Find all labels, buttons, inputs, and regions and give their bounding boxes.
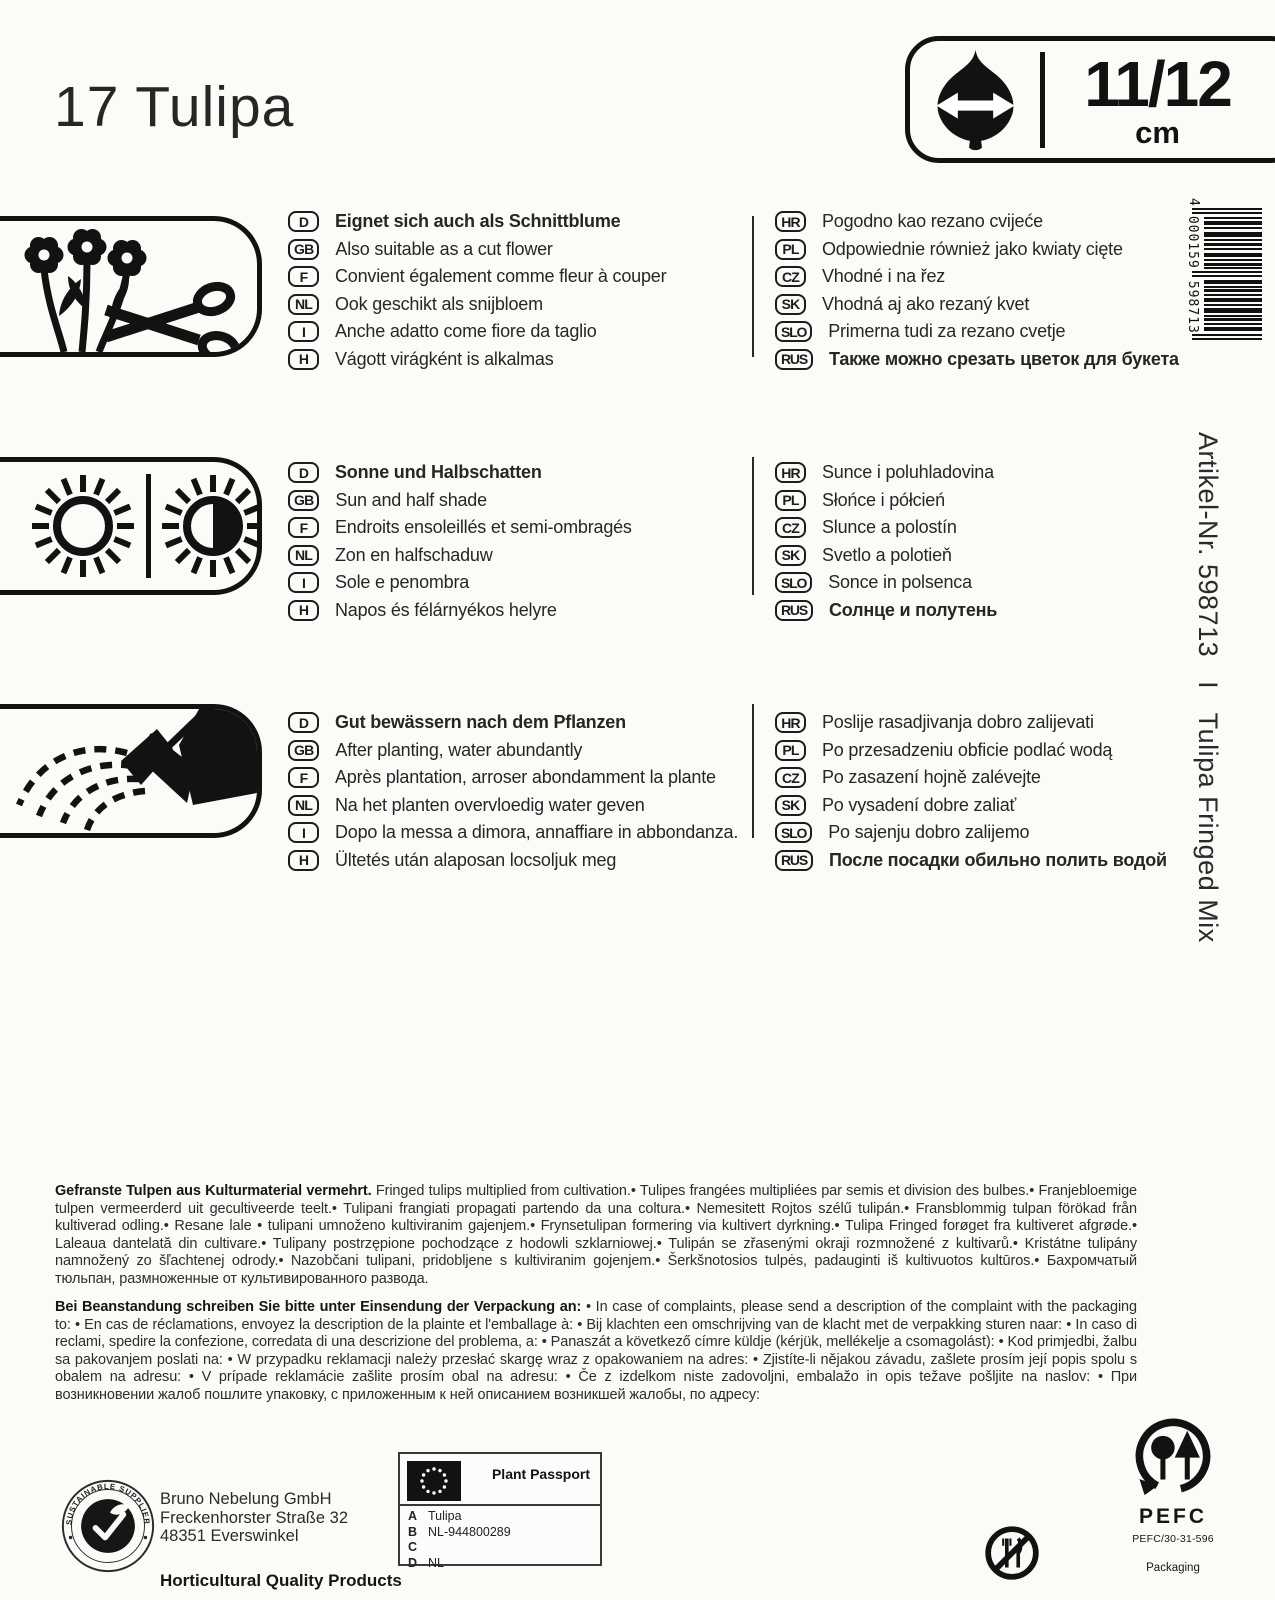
lang-badge: H: [288, 349, 319, 370]
pefc-logo-icon: [1131, 1414, 1215, 1498]
plant-passport-title: Plant Passport: [491, 1466, 590, 1482]
lang-row: PL Po przesadzeniu obficie podlać wodą: [775, 740, 1175, 762]
passport-row: B NL-944800289: [408, 1524, 511, 1539]
lang-row: F Après plantation, arroser abondamment la plante: [288, 767, 733, 789]
lang-badge: D: [288, 211, 319, 232]
section-sun-left: [288, 462, 733, 627]
lang-row: I Dopo la messa a dimora, annaffiare in abbondanza.: [288, 822, 733, 844]
pefc-name: PEFC: [1138, 1505, 1207, 1528]
lang-badge: F: [288, 767, 319, 788]
lang-badge: HR: [775, 712, 806, 733]
lang-badge: RUS: [775, 349, 813, 370]
article-number-vertical-text: Artikel-Nr. 598713 I Tulipa Fringed Mix: [1193, 432, 1223, 943]
svg-text:SUSTAINABLE SUPPLIER: SUSTAINABLE SUPPLIER: [64, 1481, 152, 1526]
pefc-packaging-label: Packaging: [1146, 1562, 1200, 1574]
lang-badge: SLO: [775, 572, 812, 593]
company-city: 48351 Everswinkel: [160, 1527, 299, 1545]
company-tagline: Horticultural Quality Products: [160, 1571, 402, 1590]
lang-row: RUS Также можно срезать цветок для букета: [775, 349, 1175, 371]
company-name: Bruno Nebelung GmbH: [160, 1490, 332, 1508]
lang-row: SLO Primerna tudi za rezano cvetje: [775, 321, 1175, 343]
lang-badge: RUS: [775, 850, 813, 871]
lang-row: H Vágott virágként is alkalmas: [288, 349, 733, 371]
lang-badge: HR: [775, 462, 806, 483]
lang-row: CZ Po zasazení hojně zalévejte: [775, 767, 1175, 789]
lang-row: RUS Солнце и полутень: [775, 600, 1175, 622]
lang-badge: SK: [775, 795, 806, 816]
lang-badge: CZ: [775, 266, 806, 287]
passport-row: A Tulipa: [408, 1509, 462, 1523]
lang-row: SLO Po sajenju dobro zalijemo: [775, 822, 1175, 844]
barcode-bars: [1192, 208, 1262, 340]
bulb-size-unit: cm: [1135, 114, 1180, 150]
lang-row: HR Sunce i poluhladovina: [775, 462, 1175, 484]
plant-passport-divider: [400, 1504, 600, 1506]
lang-row: H Napos és félárnyékos helyre: [288, 600, 733, 622]
lang-row: D Gut bewässern nach dem Pflanzen: [288, 712, 733, 734]
lang-row: RUS После посадки обильно полить водой: [775, 850, 1175, 872]
complaints-paragraph: Bei Beanstandung schreiben Sie bitte unter Einsendung der Verpackung an: • In case of complaints, please send a description of the complaint with the packaging to: • En cas de réclamations, envoyez la description de la plainte et l'emballage à: • Bij klachten een omschrijving van de klacht met de verpakking sturen naar: • In caso di reclami, spedire la confezione, corredata di una descrizione del problema, a: • Panaszát a következő címre küldje (kérjük, mellékelje a csomagolást): • Kod primjedbi, žalbu sa pakovanjem poslati na: • W przypadku reklamacji należy przesłać skargę wraz z opakowaniem na adres: • Zjistíte-li nějakou závadu, zašlete prosím její popis spolu s obalem na adresu: • V prípade reklamácie zašlite prosím obal na adresu: • Če z izdelkom niste zadovoljni, embalažo in opis težave pošljite na naslov: • При возникновении жалоб пошлите упаковку, с приложенным к ней описанием возникшей жалобы, по адресу:: [55, 1299, 1137, 1403]
lang-badge: CZ: [775, 517, 806, 538]
lang-row: SK Po vysadení dobre zaliať: [775, 795, 1175, 817]
lang-badge: I: [288, 822, 319, 843]
lang-badge: SK: [775, 545, 806, 566]
lang-badge: D: [288, 712, 319, 733]
section-cut-flower-right: [775, 211, 1179, 376]
lang-badge: SK: [775, 294, 806, 315]
lang-row: F Endroits ensoleillés et semi-ombragés: [288, 517, 733, 539]
lang-row: D Sonne und Halbschatten: [288, 462, 733, 484]
lang-badge: PL: [775, 239, 806, 260]
pefc-certification: [1112, 1414, 1234, 1574]
lang-badge: CZ: [775, 767, 806, 788]
lang-row: F Convient également comme fleur à couper: [288, 266, 733, 288]
lang-row: HR Poslije rasadjivanja dobro zalijevati: [775, 712, 1175, 734]
not-edible-icon: [983, 1524, 1041, 1582]
lang-badge: F: [288, 517, 319, 538]
ean-barcode: [1186, 198, 1275, 348]
lang-row: SK Svetlo a polotieň: [775, 545, 1175, 567]
barcode-digits-group2: 598713: [1185, 280, 1200, 334]
lang-row: SLO Sonce in polsenca: [775, 572, 1175, 594]
lang-row: NL Na het planten overvloedig water geven: [288, 795, 733, 817]
section-watering-right: [775, 712, 1175, 877]
column-divider: [752, 704, 754, 838]
sun-half-shade-icon: [0, 457, 262, 595]
sustainable-supplier-badge-icon: [60, 1478, 156, 1574]
cultivation-paragraph: Gefranste Tulpen aus Kulturmaterial vermehrt. Fringed tulips multiplied from cultivation.• Tulipes frangées multipliées par semis et division des bulbes.• Franjebloemige tulpen vermeerderd uit gecultiveerde teelt.• Tulipani frangiati propagati partendo da una coltura.• Nemesitett Rojtos szélű tulipán.• Fransblommig tulpan förökad från kultiverad odling.• Resane lale • tulipani umnoženo kultiviranim gajenjem.• Frynsetulipan formering via kultivert dyrkning.• Tulipa Fringed forøget fra kultiveret afgrøde.• Laleaua dantelată din cultivare.• Tulipany postrzępione pochodzące z hodowli szklarniowej.• Tulipán se zřasenými okraji rozmnožené z kultivarů.• Kristátne tulipány namnožený zo šľachtenej odrody.• Nazobčani tulipani, pridobljene s kultiviranim gojenjem.• Šerkšnotosios tulpės, padauginti iš kultivuotos kultūros.• Бахромчатый тюльпан, размноженные от культивированного развода.: [55, 1183, 1137, 1287]
lang-row: GB After planting, water abundantly: [288, 740, 733, 762]
paragraph-lead: Bei Beanstandung schreiben Sie bitte unter Einsendung der Verpackung an:: [55, 1299, 582, 1315]
lang-badge: GB: [288, 239, 319, 260]
lang-row: CZ Slunce a polostín: [775, 517, 1175, 539]
lang-row: NL Zon en halfschaduw: [288, 545, 733, 567]
product-title: 17 Tulipa: [54, 75, 295, 139]
passport-row: D NL: [408, 1555, 444, 1570]
lang-badge: NL: [288, 294, 319, 315]
column-divider: [752, 457, 754, 595]
company-address: [160, 1490, 348, 1546]
bulb-size-badge: [905, 36, 1275, 163]
lang-badge: H: [288, 600, 319, 621]
lang-row: GB Also suitable as a cut flower: [288, 239, 733, 261]
lang-badge: SLO: [775, 822, 812, 843]
barcode-prefix-digit: 4: [1186, 198, 1201, 206]
lang-row: GB Sun and half shade: [288, 490, 733, 512]
lang-badge: NL: [288, 795, 319, 816]
barcode-digits-group1: 000159: [1185, 215, 1200, 269]
lang-badge: NL: [288, 545, 319, 566]
lang-row: CZ Vhodné i na řez: [775, 266, 1175, 288]
lang-badge: RUS: [775, 600, 813, 621]
plant-passport-box: [398, 1452, 602, 1570]
company-street: Freckenhorster Straße 32: [160, 1508, 348, 1527]
cut-flower-icon: [0, 216, 262, 357]
lang-row: D Eignet sich auch als Schnittblume: [288, 211, 733, 233]
lang-badge: GB: [288, 490, 319, 511]
lang-row: H Ültetés után alaposan locsoljuk meg: [288, 850, 733, 872]
lang-row: PL Słońce i półcień: [775, 490, 1175, 512]
lang-row: I Anche adatto come fiore da taglio: [288, 321, 733, 343]
bulb-size-icon: [910, 48, 1040, 152]
lang-badge: D: [288, 462, 319, 483]
paragraph-lead: Gefranste Tulpen aus Kulturmaterial vermehrt.: [55, 1183, 372, 1199]
lang-row: HR Pogodno kao rezano cvijeće: [775, 211, 1175, 233]
lang-row: SK Vhodná aj ako rezaný kvet: [775, 294, 1175, 316]
section-sun-right: [775, 462, 1175, 627]
column-divider: [752, 216, 754, 357]
passport-row: C: [408, 1540, 418, 1554]
section-watering-left: [288, 712, 739, 877]
bulb-size-value: 11/12: [1084, 47, 1231, 120]
pefc-code: PEFC/30-31-596: [1132, 1533, 1214, 1545]
lang-badge: PL: [775, 740, 806, 761]
lang-badge: PL: [775, 490, 806, 511]
lang-badge: F: [288, 266, 319, 287]
lang-badge: I: [288, 321, 319, 342]
watering-can-icon: [0, 704, 262, 838]
lang-row: NL Ook geschikt als snijbloem: [288, 294, 733, 316]
lang-row: I Sole e penombra: [288, 572, 733, 594]
lang-badge: SLO: [775, 321, 812, 342]
section-cut-flower-left: [288, 211, 733, 376]
eu-flag-icon: [407, 1461, 461, 1501]
lang-badge: GB: [288, 740, 319, 761]
lang-badge: H: [288, 850, 319, 871]
lang-row: PL Odpowiednie również jako kwiaty cięte: [775, 239, 1175, 261]
lang-badge: I: [288, 572, 319, 593]
lang-badge: HR: [775, 211, 806, 232]
